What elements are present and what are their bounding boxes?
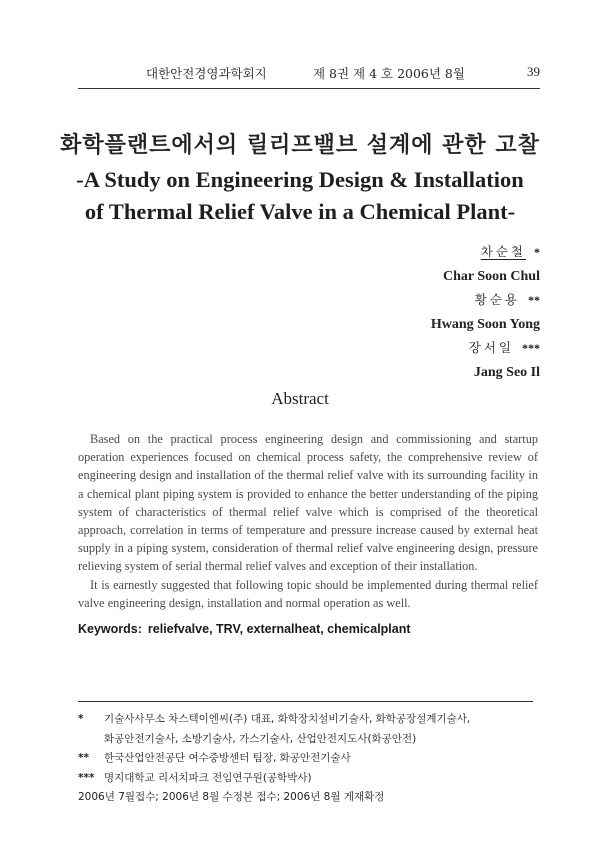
abstract-paragraph-1: Based on the practical process engineering design and commissioning and startup operation experiences focused on chemical process safety, the comprehensive review of engineering design and installation of the thermal relief valve with its surrounding facility in a chemical plant piping system is provided to enhance the better understanding of the piping system of characteristics of thermal relief valve which is comprised of the theoretical approach, correlation in terms of temperature and pressure increase caused by external heat supply in a piping system, consideration of thermal relief valve engineering design, pressure relieving system of serial thermal relief valves and exception of their installation.	[78, 432, 538, 574]
running-header	[78, 64, 540, 86]
author-3-mark: ***	[522, 341, 540, 355]
footnote-rule	[78, 701, 533, 702]
author-3-korean-line	[431, 336, 540, 361]
footnote-2-text: 한국산업안전공단 여수중방센터 팀장, 화공안전기술사	[104, 752, 351, 764]
footnote-1-continuation: 화공안전기술사, 소방기술사, 가스기술사, 산업안전지도사(화공안전)	[104, 732, 417, 745]
author-2-korean-line	[431, 288, 540, 313]
author-block	[431, 240, 540, 384]
author-1-mark: *	[534, 245, 540, 259]
issue-info: 제 8권 제 4 호 2006년 8월	[313, 66, 465, 81]
author-2-english: Hwang Soon Yong	[430, 316, 540, 332]
header-rule	[78, 88, 540, 89]
keywords-label: Keywords:	[78, 622, 142, 636]
title-korean: 화학플랜트에서의 릴리프밸브 설계에 관한 고찰	[60, 132, 540, 158]
author-2-mark: **	[528, 293, 540, 307]
abstract-paragraph-2: It is earnestly suggested that following topic should be implemented during thermal relief valve engineering design, installation and normal operation as well.	[78, 577, 538, 610]
footnote-3-mark: ***	[78, 771, 95, 784]
keywords-line	[78, 622, 538, 636]
author-1-english: Char Soon Chul	[442, 268, 540, 284]
footnote-3	[78, 769, 560, 789]
author-3-korean: 장서일	[468, 340, 514, 355]
title-english-line2: of Thermal Relief Valve in a Chemical Plant-	[84, 199, 516, 224]
footnote-1-mark: *	[78, 713, 84, 725]
received-dates: 2006년 7월접수; 2006년 8월 수정본 접수; 2006년 8월 게재확정	[78, 791, 385, 803]
footnote-1-text: 기술사사무소 차스텍이엔씨(주) 대표, 화학장치설비기술사, 화학공장설계기술사,	[104, 713, 471, 725]
author-3-english: Jang Seo Il	[473, 364, 540, 380]
author-1-korean: 차순철	[480, 244, 526, 259]
footnote-1	[78, 710, 560, 730]
abstract-body	[78, 430, 538, 612]
page-number: 39	[527, 64, 540, 79]
footnote-3-text: 명지대학교 리서치파크 전임연구원(공학박사)	[104, 771, 312, 784]
author-2-korean: 황순용	[474, 292, 520, 307]
footnote-2-mark: **	[78, 752, 89, 764]
title-english-line1: -A Study on Engineering Design & Installation	[76, 167, 524, 192]
journal-name: 대한안전경영과학회지	[146, 66, 267, 81]
footnotes	[78, 710, 560, 808]
keywords-terms: reliefvalve, TRV, externalheat, chemicalplant	[147, 622, 411, 636]
abstract-heading: Abstract	[271, 389, 329, 408]
footnote-2	[78, 749, 560, 769]
title-english	[40, 164, 560, 228]
author-1-korean-line	[431, 240, 540, 265]
